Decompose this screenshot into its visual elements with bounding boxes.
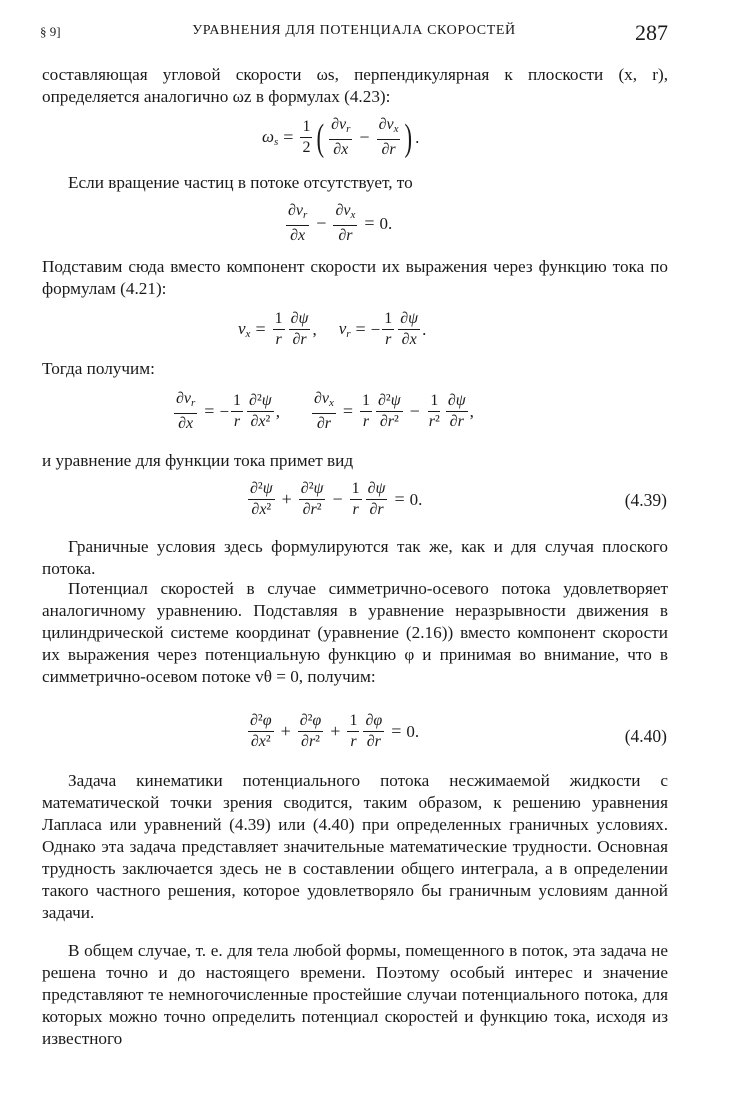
equation-stream-function-velocities: $v_x$ = $\frac{1}{r}$ $\frac{\partial\psi}{\partial r}$ , $v_r$ = − $\frac{1}{r}$ $\frac{\partial\psi}{\partial x}$ .: [238, 310, 427, 348]
equation-omega-s: $\omega_s$ = $\frac{1}{2}$ ( $\frac{\partial v_r}{\partial x}$ − $\frac{\partial v_x}{\partial r}$ ) .: [262, 116, 420, 159]
running-head: [40, 20, 668, 46]
page-number: 287: [635, 20, 668, 45]
equation-4-39: $\frac{\text{∂²ψ}}{\text{∂x²}}$ + $\frac{\text{∂²ψ}}{\text{∂r²}}$ − $\frac{1}{r}$ $\frac{\partial\psi}{\partial r}$ = 0. (4.39): [250, 480, 667, 518]
paragraph-text: Потенциал скоростей в случае симметрично-осевого потока удовлетворяет аналогичному уравнению. Подставляя в уравнение неразрывности движения в цилиндрической системе координат (уравнение (2.16)) вместо компонент скорости их выражения через потенциальную функцию φ и принимая во внимание, что в симметрично-осевом потоке vθ = 0, получим:: [42, 579, 668, 686]
paragraph-boundary-conditions: [42, 536, 668, 580]
paragraph-text: Граничные условия здесь формулируются так же, как и для случая плоского потока.: [42, 537, 668, 578]
paragraph-text: Задача кинематики потенциального потока несжимаемой жидкости с математической точки зрения сводится, таким образом, к решению уравнения Лапласа или уравнений (4.39) или (4.40) при определенных граничных условиях. Однако эта задача представляет значительные математические трудности. Основная трудность заключается здесь не в составлении общего интеграла, а в определении такого частного решения, которое удовлетворяло бы граничным условиям данной задачи.: [42, 771, 668, 922]
equation-irrotational: $\frac{\partial v_r}{\partial x}$ − $\frac{\partial v_x}{\partial r}$ = 0.: [288, 202, 393, 244]
equation-number: (4.39): [624, 490, 667, 510]
equation-4-40: $\frac{\text{∂²φ}}{\text{∂x²}}$ + $\frac{\text{∂²φ}}{\text{∂r²}}$ + $\frac{1}{r}$ $\frac{\partial\varphi}{\partial r}$ = 0. (4.40): [250, 712, 667, 750]
paragraph-substitute: [42, 256, 668, 300]
paragraph-text: Тогда получим:: [42, 359, 155, 378]
paragraph-text: и уравнение для функции тока примет вид: [42, 451, 354, 470]
paragraph-general-case: [42, 940, 668, 1050]
paragraph-kinematics-problem: [42, 770, 668, 924]
paragraph-text: В общем случае, т. е. для тела любой формы, помещенного в поток, эта задача не решена точно и до настоящего времени. Поэтому особый интерес и значение представляют те немногочисленные простейшие случаи потенциального потока, для которых можно точно определить потенциал скоростей и функцию тока, исходя из известного: [42, 941, 668, 1048]
paragraph-then: [42, 358, 668, 380]
equation-derivatives: $\frac{\partial v_r}{\partial x}$ = − $\frac{1}{r}$ $\frac{\text{∂²ψ}}{\text{∂x²}}$ , $\frac{\partial v_x}{\partial r}$ = $\frac{1}{r}$ $\frac{\text{∂²ψ}}{\text{∂r²}}$ − $\frac{1}{\text{r²}}$ $\frac{\partial\psi}{\partial r}$ ,: [176, 390, 474, 432]
equation-number: (4.40): [624, 726, 667, 746]
paragraph-text: Подставим сюда вместо компонент скорости их выражения через функцию тока по формулам (4.21):: [42, 257, 668, 298]
paragraph-stream-equation-intro: [42, 450, 668, 472]
paragraph-angular-velocity: [42, 64, 668, 108]
paragraph-text: Если вращение частиц в потоке отсутствует, то: [68, 173, 413, 192]
section-marker: § 9]: [40, 24, 61, 39]
paragraph-no-rotation: [42, 172, 668, 194]
paragraph-velocity-potential: [42, 578, 668, 688]
paragraph-text: составляющая угловой скорости ωs, перпендикулярная к плоскости (x, r), определяется аналогично ωz в формулах (4.23):: [42, 65, 668, 106]
running-head-title: УРАВНЕНИЯ ДЛЯ ПОТЕНЦИАЛА СКОРОСТЕЙ: [192, 23, 516, 38]
